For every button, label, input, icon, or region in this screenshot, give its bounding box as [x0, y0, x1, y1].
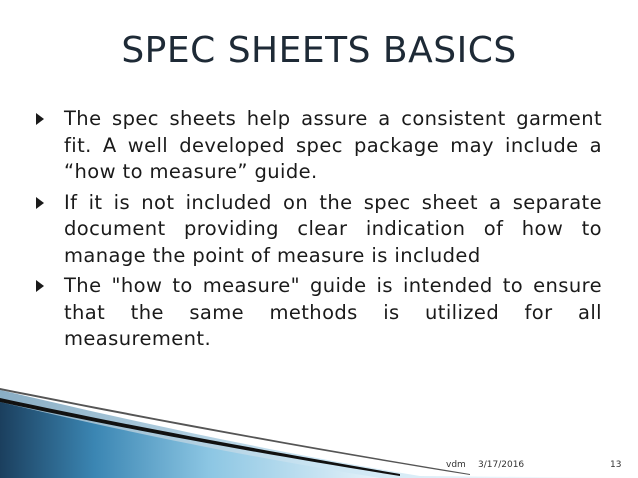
bullet-item: [36, 106, 602, 186]
bullet-text: The spec sheets help assure a consistent garment fit. A well developed spec package may include a “how to measure” guide.: [64, 107, 602, 183]
arrow-bullet-icon: [36, 113, 44, 125]
decorative-swoosh: [0, 388, 638, 478]
footer-author: vdm: [446, 460, 466, 470]
footer-date: 3/17/2016: [478, 460, 525, 470]
bullet-text: The "how to measure" guide is intended to ensure that the same methods is utilized for all measurement.: [64, 274, 602, 350]
arrow-bullet-icon: [36, 197, 44, 209]
bullet-text: If it is not included on the spec sheet a separate document providing clear indication of how to manage the point of measure is included: [64, 190, 602, 267]
arrow-bullet-icon: [36, 280, 44, 292]
footer-page-number: 13: [610, 460, 622, 470]
bullet-item: [36, 190, 602, 270]
slide-title: SPEC SHEETS BASICS: [121, 30, 517, 71]
bullet-list: [36, 106, 602, 357]
bullet-item: [36, 273, 602, 353]
